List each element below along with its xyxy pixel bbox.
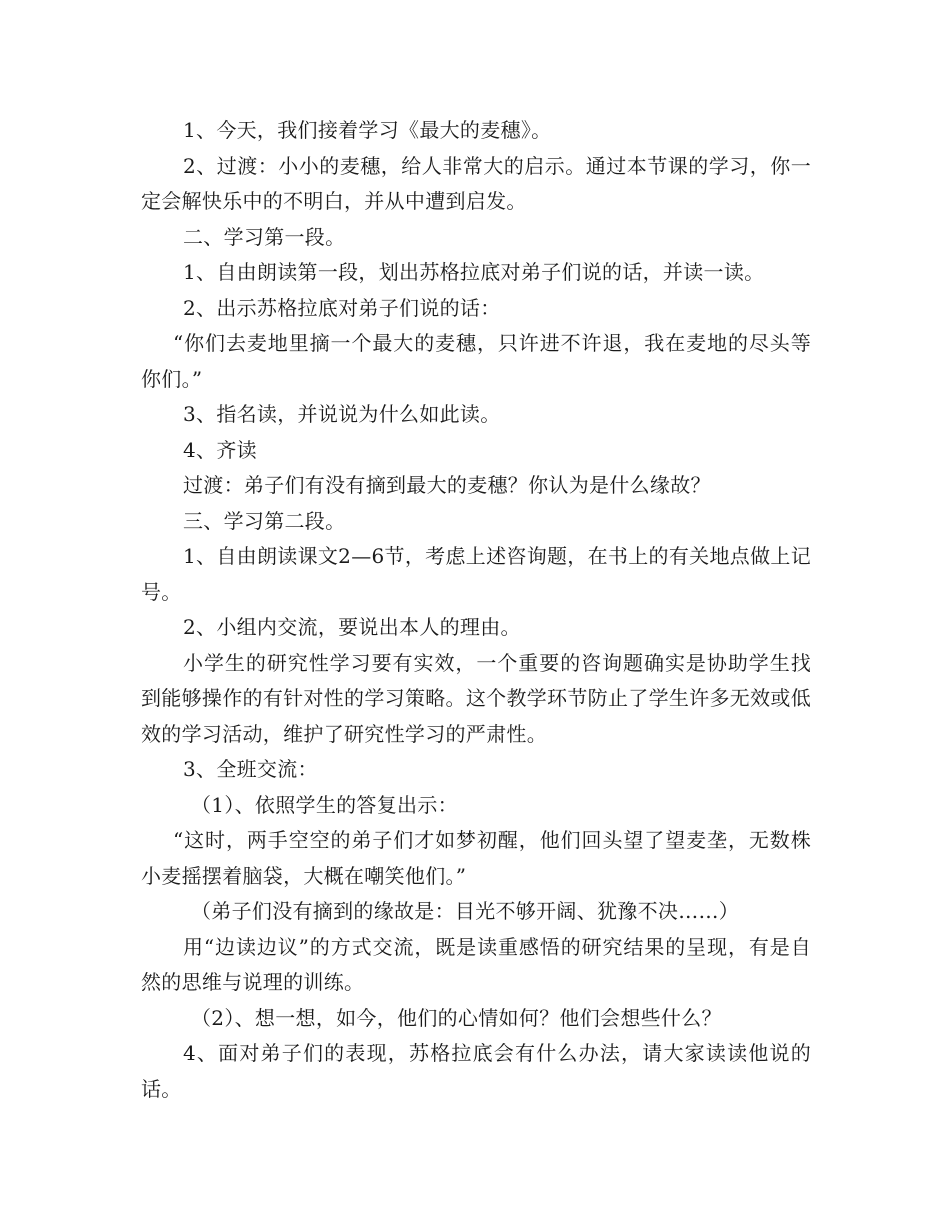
document-body xyxy=(141,113,811,1107)
paragraph: （1）、依照学生的答复出示： xyxy=(191,792,458,817)
paragraph: 2、过渡：小小的麦穗，给人非常大的启示。通过本节课的学习，你一定会解快乐中的不明白，并从中遭到启发。 xyxy=(141,153,811,213)
paragraph: 1、自由朗读第一段，划出苏格拉底对弟子们说的话，并读一读。 xyxy=(183,260,765,284)
paragraph: 1、今天，我们接着学习《最大的麦穗》。 xyxy=(183,118,552,142)
paragraph: （弟子们没有摘到的缘故是：目光不够开阔、犹豫不决……） xyxy=(191,899,740,923)
paragraph: 4、齐读 xyxy=(183,437,257,462)
paragraph: 2、小组内交流，要说出本人的理由。 xyxy=(183,615,521,639)
paragraph: 4、面对弟子们的表现，苏格拉底会有什么办法，请大家读读他说的话。 xyxy=(141,1041,811,1101)
section-heading: 二、学习第一段。 xyxy=(183,224,346,249)
paragraph: 过渡：弟子们有没有摘到最大的麦穗？你认为是什么缘故？ xyxy=(183,473,711,497)
quote-paragraph: “这时，两手空空的弟子们才如梦初醒，他们回头望了望麦垄，无数株小麦摇摆着脑袋，大概在嘲笑他们。” xyxy=(141,828,811,888)
paragraph: （2）、想一想，如今，他们的心情如何？他们会想些什么？ xyxy=(191,1005,722,1030)
commentary-paragraph: 用“边读边议”的方式交流，既是读重感悟的研究结果的呈现，有是自然的思维与说理的训练。 xyxy=(141,934,811,994)
paragraph: 3、全班交流： xyxy=(183,757,318,781)
section-heading: 三、学习第二段。 xyxy=(183,508,346,533)
paragraph: 1、自由朗读课文2—6节，考虑上述咨询题，在书上的有关地点做上记号。 xyxy=(141,544,811,604)
paragraph: 2、出示苏格拉底对弟子们说的话： xyxy=(183,295,501,320)
paragraph: 3、指名读，并说说为什么如此读。 xyxy=(183,402,501,426)
commentary-paragraph: 小学生的研究性学习要有实效，一个重要的咨询题确实是协助学生找到能够操作的有针对性的学习策略。这个教学环节防止了学生许多无效或低效的学习活动，维护了研究性学习的严肃性。 xyxy=(141,650,811,746)
quote-paragraph: “你们去麦地里摘一个最大的麦穗，只许进不许退，我在麦地的尽头等你们。” xyxy=(141,331,811,391)
